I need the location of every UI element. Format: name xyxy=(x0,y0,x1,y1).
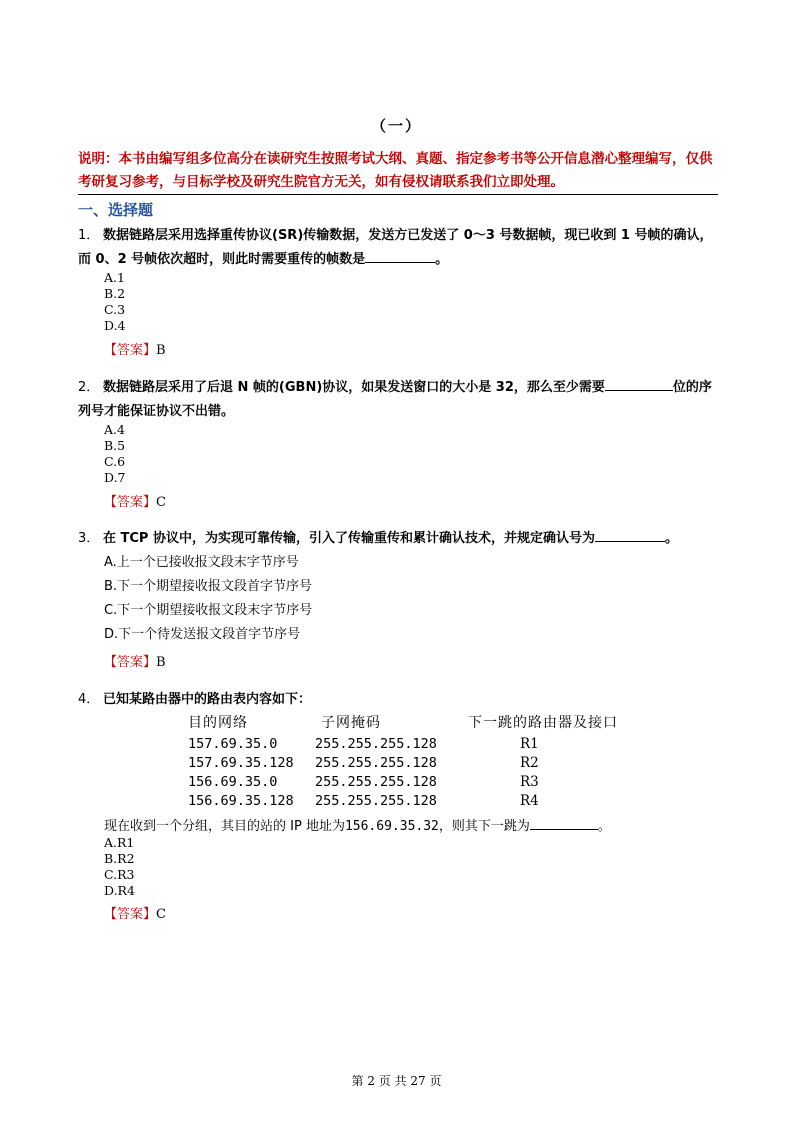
question-text: 已知某路由器中的路由表内容如下： xyxy=(103,692,312,707)
option: C.3 xyxy=(104,302,126,317)
option: D.下一个待发送报文段首字节序号 xyxy=(104,627,301,642)
question-number: 3． xyxy=(78,531,100,546)
question-number: 2． xyxy=(78,380,100,395)
answer-tag: 【答案】 xyxy=(104,343,157,358)
page-title: （一） xyxy=(370,117,422,135)
question-3: 3． 在 TCP 协议中，为实现可靠传输，引入了传输重传和累计确认技术，并规定确认号为 。 xyxy=(78,527,718,551)
answer-tag: 【答案】 xyxy=(104,655,157,670)
page-footer: 第 2 页 共 27 页 xyxy=(351,1074,442,1088)
option: D.R4 xyxy=(104,883,135,898)
answer-value: B xyxy=(156,343,166,358)
option: D.7 xyxy=(104,470,126,485)
question-4 xyxy=(78,688,718,712)
header-dest-network: 目的网络 xyxy=(188,715,248,731)
option: B.5 xyxy=(104,438,126,453)
answer-blank xyxy=(605,376,673,391)
section-title: 一、选择题 xyxy=(78,201,154,219)
routing-table: 目的网络 子网掩码 下一跳的路由器及接口 157.69.35.0 255.255.255.128 R1 157.69.35.128 255.255.255.128 R2 156.69.35.0 255.255.255.128 R3 156.69.35.128 255.255.255.128 R4 xyxy=(188,712,648,812)
question-text: 数据链路层采用选择重传协议(SR)传输数据，发送方已发送了 0～3 号数据帧，现已收到 1 号帧的确认，而 0、2 号帧依次超时，则此时需要重传的帧数是 xyxy=(78,228,713,267)
answer-blank xyxy=(595,527,665,542)
question-number: 4． xyxy=(78,692,100,707)
destination-ip: 156.69.35.32 xyxy=(344,819,439,834)
option: C.R3 xyxy=(104,867,135,882)
question-number: 1． xyxy=(78,228,100,243)
answer-blank xyxy=(530,815,598,830)
question-text: 在 TCP 协议中，为实现可靠传输，引入了传输重传和累计确认技术，并规定确认号为 xyxy=(103,531,595,546)
answer-value: C xyxy=(156,495,166,510)
answer-tag: 【答案】 xyxy=(104,907,157,922)
header-subnet-mask: 子网掩码 xyxy=(321,715,381,731)
answer xyxy=(104,903,166,922)
answer xyxy=(104,491,166,510)
option: C.下一个期望接收报文段末字节序号 xyxy=(104,603,313,618)
answer-value: B xyxy=(156,655,166,670)
answer xyxy=(104,651,166,670)
option: A.4 xyxy=(104,422,125,437)
option: B.2 xyxy=(104,286,126,301)
question-text: 数据链路层采用了后退 N 帧的(GBN)协议，如果发送窗口的大小是 32，那么至少需要 xyxy=(103,380,605,395)
answer-tag: 【答案】 xyxy=(104,495,157,510)
disclaimer-notice: 说明：本书由编写组多位高分在读研究生按照考试大纲、真题、指定参考书等公开信息潜心整理编写，仅供考研复习参考，与目标学校及研究生院官方无关，如有侵权请联系我们立即处理。 xyxy=(78,151,713,190)
option: A.R1 xyxy=(104,835,135,850)
question-2: 2． 数据链路层采用了后退 N 帧的(GBN)协议，如果发送窗口的大小是 32，那么至少需要 位的序列号才能保证协议不出错。 xyxy=(78,376,718,424)
divider xyxy=(78,194,718,195)
answer xyxy=(104,339,166,358)
answer-value: C xyxy=(156,907,166,922)
option: A.1 xyxy=(104,270,125,285)
answer-blank xyxy=(365,248,435,263)
question-1: 1． 数据链路层采用选择重传协议(SR)传输数据，发送方已发送了 0～3 号数据帧，现已收到 1 号帧的确认，而 0、2 号帧依次超时，则此时需要重传的帧数是 。 xyxy=(78,224,718,272)
option: B.R2 xyxy=(104,851,135,866)
option: B.下一个期望接收报文段首字节序号 xyxy=(104,579,313,594)
option: C.6 xyxy=(104,454,126,469)
question-4-prompt: 现在收到一个分组，其目的站的 IP 地址为156.69.35.32，则其下一跳为 。 xyxy=(104,815,611,834)
option: A.上一个已接收报文段末字节序号 xyxy=(104,555,299,570)
header-next-hop: 下一跳的路由器及接口 xyxy=(468,715,618,731)
option: D.4 xyxy=(104,318,126,333)
